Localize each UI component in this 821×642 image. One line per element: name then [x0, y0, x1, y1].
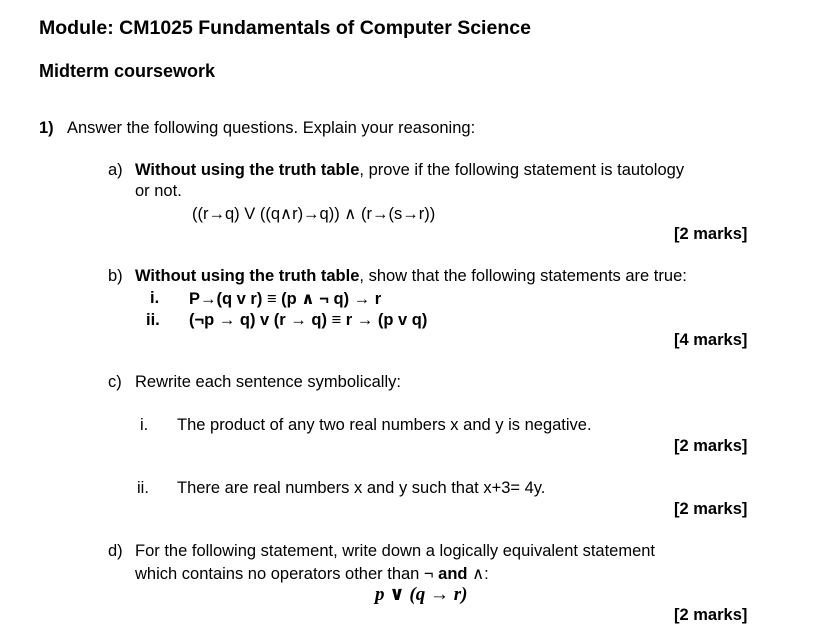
part-b-marks: [4 marks]	[674, 331, 748, 349]
part-b-label: b)	[108, 267, 123, 285]
part-a-bold-lead: Without using the truth table	[135, 161, 360, 179]
part-b-bold-lead: Without using the truth table	[135, 267, 360, 285]
part-c-item-2-num: ii.	[137, 479, 149, 497]
question-number: 1)	[39, 119, 54, 137]
part-b-item-2-num: ii.	[146, 311, 160, 329]
part-a-line2: or not.	[135, 182, 182, 200]
part-c-label: c)	[108, 373, 122, 391]
part-d-line2	[135, 564, 489, 584]
part-a-label: a)	[108, 161, 123, 179]
part-b-item-1-formula: P→(q v r) ≡ (p ∧ ¬ q) → r	[189, 290, 382, 308]
part-d-formula: p ∨ (q → r)	[375, 584, 468, 605]
part-a-line1	[135, 161, 684, 180]
part-b-item-1-num: i.	[150, 289, 160, 307]
part-d-label: d)	[108, 542, 123, 560]
part-c-text: Rewrite each sentence symbolically:	[135, 373, 401, 391]
part-c-item-1-text: The product of any two real numbers x and y is negative.	[177, 416, 592, 434]
part-c-item-2-text: There are real numbers x and y such that x+3= 4y.	[177, 479, 546, 497]
part-c-item-1-num: i.	[140, 416, 149, 434]
coursework-subtitle: Midterm coursework	[39, 61, 216, 81]
part-b-item-2-formula: (¬p → q) v (r → q) ≡ r → (p v q)	[189, 311, 428, 329]
part-c-item-1-marks: [2 marks]	[674, 437, 748, 455]
part-a-marks: [2 marks]	[674, 225, 748, 243]
part-a-rest: , prove if the following statement is tautology	[359, 161, 685, 179]
part-b-rest: , show that the following statements are true:	[359, 267, 687, 285]
part-d-line1: For the following statement, write down a logically equivalent statement	[135, 542, 656, 560]
part-d-line2-bold: and	[438, 565, 468, 583]
part-d-line2-pre: which contains no operators other than ¬	[135, 565, 439, 583]
question-instruction: Answer the following questions. Explain your reasoning:	[67, 119, 476, 137]
part-b-line1	[135, 267, 687, 286]
part-d-line2-post: ∧:	[467, 565, 489, 583]
part-c-item-2-marks: [2 marks]	[674, 500, 748, 518]
part-d-marks: [2 marks]	[674, 606, 748, 624]
part-a-formula: ((r→q) V ((q∧r)→q)) ∧ (r→(s→r))	[192, 205, 436, 223]
module-title: Module: CM1025 Fundamentals of Computer Science	[39, 17, 531, 39]
